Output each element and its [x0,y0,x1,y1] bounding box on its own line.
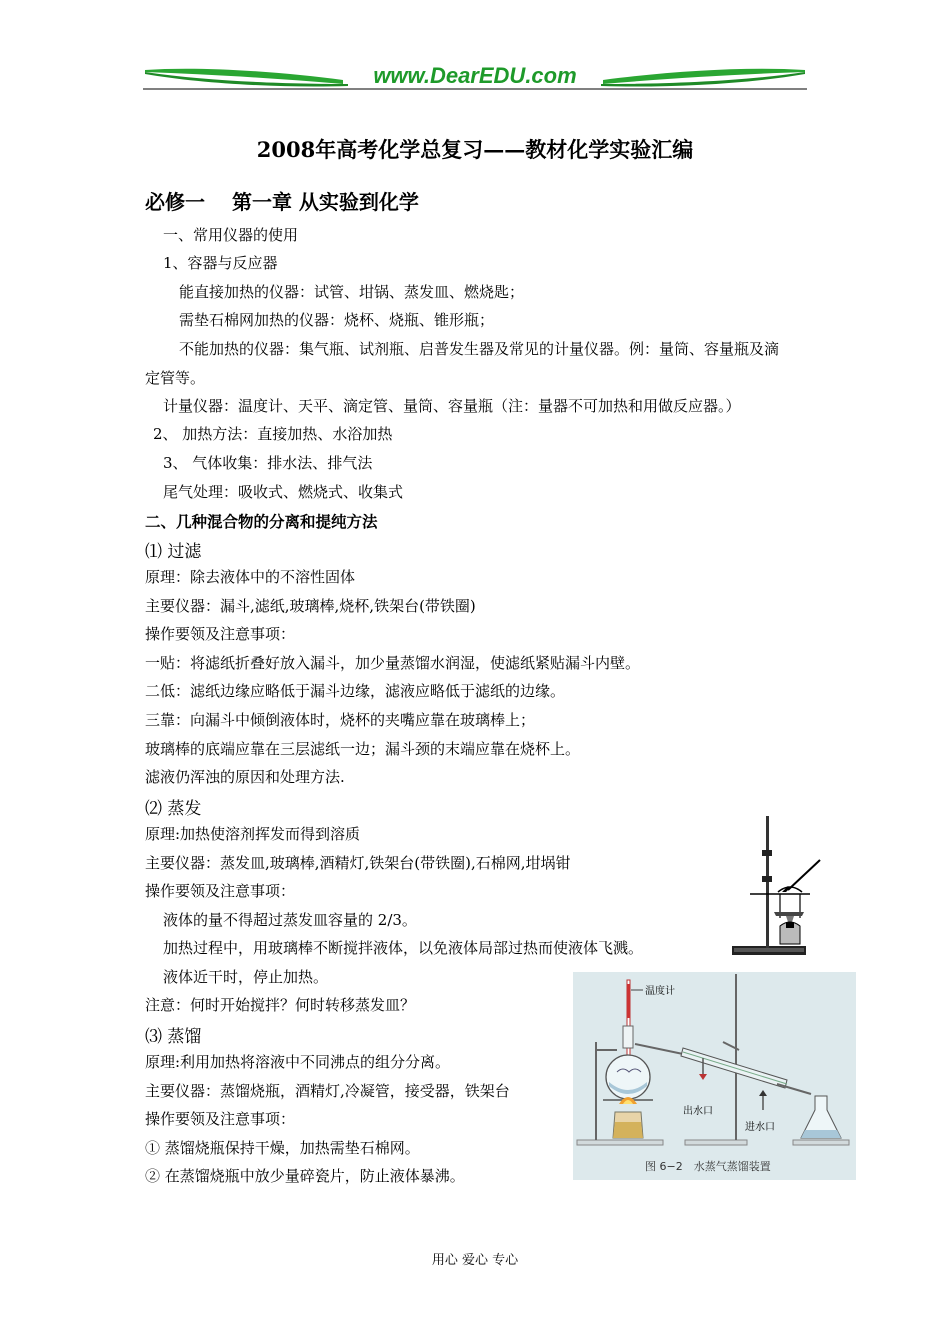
text-line: ① 蒸馏烧瓶保持干燥，加热需垫石棉网。 [145,1139,420,1157]
document-title: 2008年高考化学总复习——教材化学实验汇编 [256,137,694,162]
text-line: 加热过程中，用玻璃棒不断搅拌液体，以免液体局部过热而使液体飞溅。 [163,939,644,957]
text-line: 需垫石棉网加热的仪器：烧杯、烧瓶、锥形瓶； [179,311,495,329]
text-line: 玻璃棒的底端应靠在三层滤纸一边；漏斗颈的末端应靠在烧杯上。 [145,740,581,758]
text-line: 操作要领及注意事项： [145,882,296,900]
text-line: 原理:利用加热将溶液中不同沸点的组分分离。 [145,1053,451,1071]
text-line: 滤液仍浑浊的原因和处理方法. [145,768,345,786]
header-banner [143,62,807,92]
figure-caption: 图 6−2 水蒸气蒸馏装置 [645,1160,771,1173]
distillation-figure [573,972,856,1180]
site-logo: www.DearEDU.com [373,63,577,88]
text-line: 原理:加热使溶剂挥发而得到溶质 [145,825,361,843]
text-line: 一贴：将滤纸折叠好放入漏斗，加少量蒸馏水润湿，使滤纸紧贴漏斗内壁。 [145,654,641,672]
water-out-label: 出水口 [683,1106,713,1117]
text-line: 定管等。 [145,369,206,387]
chapter-heading: 必修一 第一章 从实验到化学 [145,190,419,214]
subsection-heading: ⑵ 蒸发 [145,799,202,819]
text-line: 注意：何时开始搅拌？何时转移蒸发皿？ [145,996,416,1014]
text-line: ② 在蒸馏烧瓶中放少量碎瓷片，防止液体暴沸。 [145,1167,465,1185]
water-in-label: 进水口 [745,1122,775,1133]
evaporation-apparatus-figure [728,812,824,962]
distillation-apparatus-drawing [573,972,856,1180]
text-line: 计量仪器：温度计、天平、滴定管、量筒、容量瓶（注：量器不可加热和用做反应器。） [163,397,741,415]
text-line: 三靠：向漏斗中倾倒液体时，烧杯的夹嘴应靠在玻璃棒上； [145,711,536,729]
section-heading: 二、几种混合物的分离和提纯方法 [145,512,378,531]
text-line: 操作要领及注意事项： [145,625,296,643]
text-line: 尾气处理：吸收式、燃烧式、收集式 [163,483,404,501]
thermometer-label: 温度计 [645,986,675,997]
subsection-heading: ⑴ 过滤 [145,542,202,562]
text-line: 能直接加热的仪器：试管、坩锅、蒸发皿、燃烧匙； [179,283,525,301]
text-line: 二低：滤纸边缘应略低于漏斗边缘，滤液应略低于滤纸的边缘。 [145,682,566,700]
text-line: 一、常用仪器的使用 [163,226,299,244]
text-line: 3、 气体收集：排水法、排气法 [163,454,373,472]
text-line: 液体近干时，停止加热。 [163,968,329,986]
text-line: 原理：除去液体中的不溶性固体 [145,568,356,586]
text-line: 液体的量不得超过蒸发皿容量的 2/3。 [163,911,417,929]
text-line: 操作要领及注意事项： [145,1110,296,1128]
text-line: 2、 加热方法：直接加热、水浴加热 [153,425,393,443]
text-line: 主要仪器：蒸馏烧瓶，酒精灯,冷凝管，接受器，铁架台 [145,1082,510,1100]
text-line: 主要仪器：蒸发皿,玻璃棒,酒精灯,铁架台(带铁圈),石棉网,坩埚钳 [145,854,571,872]
text-line: 不能加热的仪器：集气瓶、试剂瓶、启普发生器及常见的计量仪器。例：量筒、容量瓶及滴 [179,340,780,358]
page-footer: 用心 爱心 专心 [431,1253,519,1268]
text-line: 主要仪器：漏斗,滤纸,玻璃棒,烧杯,铁架台(带铁圈) [145,597,476,615]
text-line: 1、容器与反应器 [163,254,278,272]
subsection-heading: ⑶ 蒸馏 [145,1027,202,1047]
